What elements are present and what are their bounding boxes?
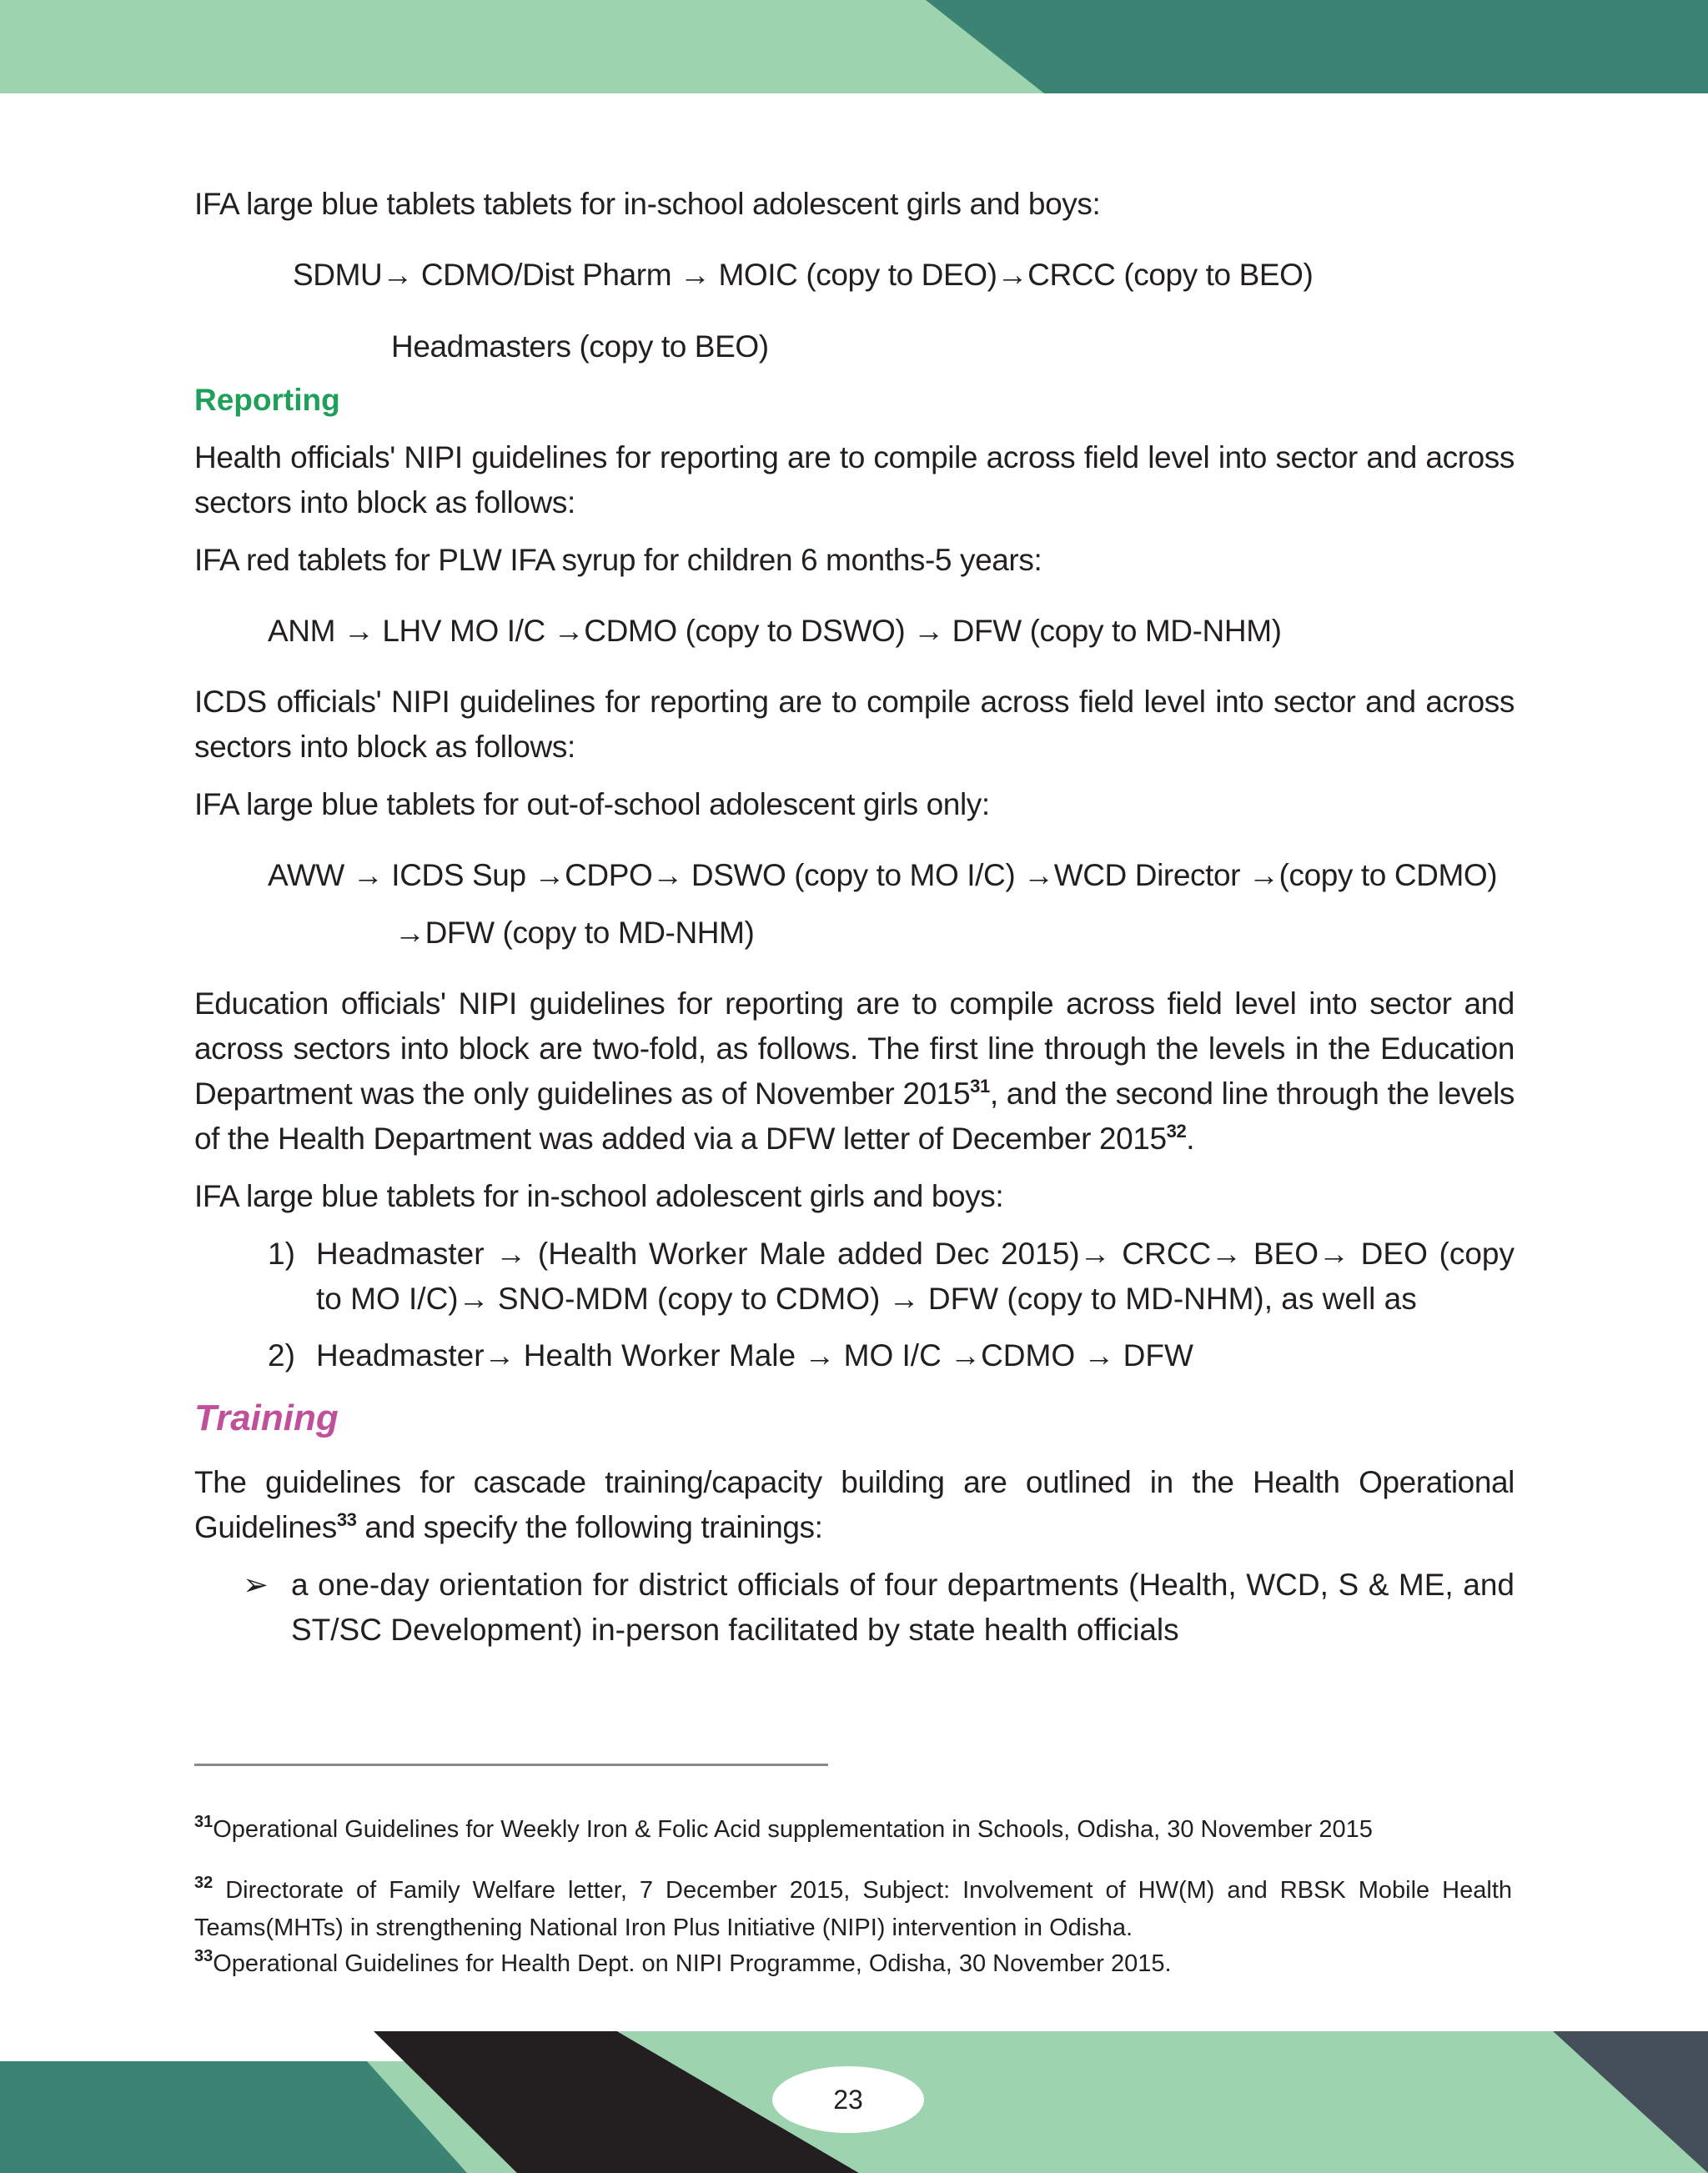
health-reporting-flow: ANM → LHV MO I/C →CDMO (copy to DSWO) → DFW (copy to MD-NHM) [268, 614, 1282, 648]
icds-reporting-paragraph: ICDS officials' NIPI guidelines for reporting are to compile across field level into sector and across sectors into block as follows: [194, 685, 1515, 764]
education-flow-line-1: SDMU→ CDMO/Dist Pharm → MOIC (copy to DEO)→CRCC (copy to BEO) [293, 258, 1314, 292]
education-reporting-subheading: IFA large blue tablets for in-school adolescent girls and boys: [194, 1179, 1004, 1213]
footnote-number: 32 [194, 1874, 214, 1892]
list-text: Headmaster→ Health Worker Male → MO I/C →CDMO → DFW [316, 1338, 1193, 1373]
health-reporting-paragraph: Health officials' NIPI guidelines for reporting are to compile across field level into sector and across sectors into block as follows: [194, 440, 1515, 519]
list-number: 1) [268, 1237, 295, 1271]
footnote-ref-32[interactable]: 32 [1166, 1121, 1187, 1142]
health-reporting-subheading: IFA red tablets for PLW IFA syrup for children 6 months-5 years: [194, 543, 1042, 577]
footnote-ref-31[interactable]: 31 [970, 1076, 990, 1097]
footnote-33 [194, 1945, 1512, 1983]
bullet-text: a one-day orientation for district officials of four departments (Health, WCD, S & ME, and ST/SC Development) in-person facilitated by state health officials [291, 1568, 1515, 1647]
education-paragraph-part-c: . [1186, 1122, 1195, 1156]
list-number: 2) [268, 1338, 295, 1373]
page-number: 23 [772, 2066, 924, 2133]
education-flow-intro: IFA large blue tablets tablets for in-school adolescent girls and boys: [194, 187, 1101, 221]
icds-reporting-subheading: IFA large blue tablets for out-of-school adolescent girls only: [194, 787, 990, 821]
education-paragraph-part-b: , and the second line through the levels of the Health Department was added via a DFW letter of December 2015 [194, 1076, 1515, 1156]
footnote-number: 33 [194, 1947, 214, 1965]
education-paragraph-part-a: Education officials' NIPI guidelines for reporting are to compile across field level into sector and across sectors into block are two-fold, as follows. The first line through the levels in the Education Department was the only guidelines as of November 2015 [194, 986, 1515, 1111]
arrow-bullet-icon: ➢ [243, 1568, 269, 1602]
reporting-heading: Reporting [194, 383, 340, 417]
list-text: Headmaster → (Health Worker Male added Dec 2015)→ CRCC→ BEO→ DEO (copy to MO I/C)→ SNO-MDM (copy to CDMO) → DFW (copy to MD-NHM), as well as [316, 1237, 1515, 1316]
footnote-text: Directorate of Family Welfare letter, 7 December 2015, Subject: Involvement of HW(M) and RBSK Mobile Health Teams(MHTs) in strengthening National Iron Plus Initiative (NIPI) intervention in Odisha. [194, 1877, 1512, 1941]
icds-reporting-flow-1: AWW → ICDS Sup →CDPO→ DSWO (copy to MO I/C) →WCD Director →(copy to CDMO) [268, 858, 1498, 892]
footnote-text: Operational Guidelines for Weekly Iron & Folic Acid supplementation in Schools, Odisha, 30 November 2015 [213, 1816, 1373, 1843]
footnote-text: Operational Guidelines for Health Dept. on NIPI Programme, Odisha, 30 November 2015. [213, 1950, 1172, 1977]
footnote-31 [194, 1811, 1512, 1849]
footnote-ref-33[interactable]: 33 [336, 1509, 357, 1530]
training-paragraph-part-b: and specify the following trainings: [356, 1510, 823, 1544]
header-decoration [0, 0, 1708, 93]
footnote-32 [194, 1872, 1512, 1947]
training-paragraph [194, 1460, 1515, 1550]
education-flow-line-2: Headmasters (copy to BEO) [391, 329, 769, 364]
numbered-list-item [268, 1232, 1515, 1323]
numbered-list-item [268, 1333, 1515, 1379]
training-heading: Training [194, 1398, 339, 1438]
education-reporting-paragraph [194, 981, 1515, 1162]
header-teal-band [926, 0, 1708, 93]
footnote-number: 31 [194, 1813, 214, 1831]
icds-reporting-flow-2: →DFW (copy to MD-NHM) [394, 916, 755, 950]
footnote-divider [194, 1764, 828, 1766]
training-paragraph-part-a: The guidelines for cascade training/capacity building are outlined in the Health Operational Guidelines [194, 1465, 1515, 1544]
training-bullet-item [243, 1563, 1515, 1654]
